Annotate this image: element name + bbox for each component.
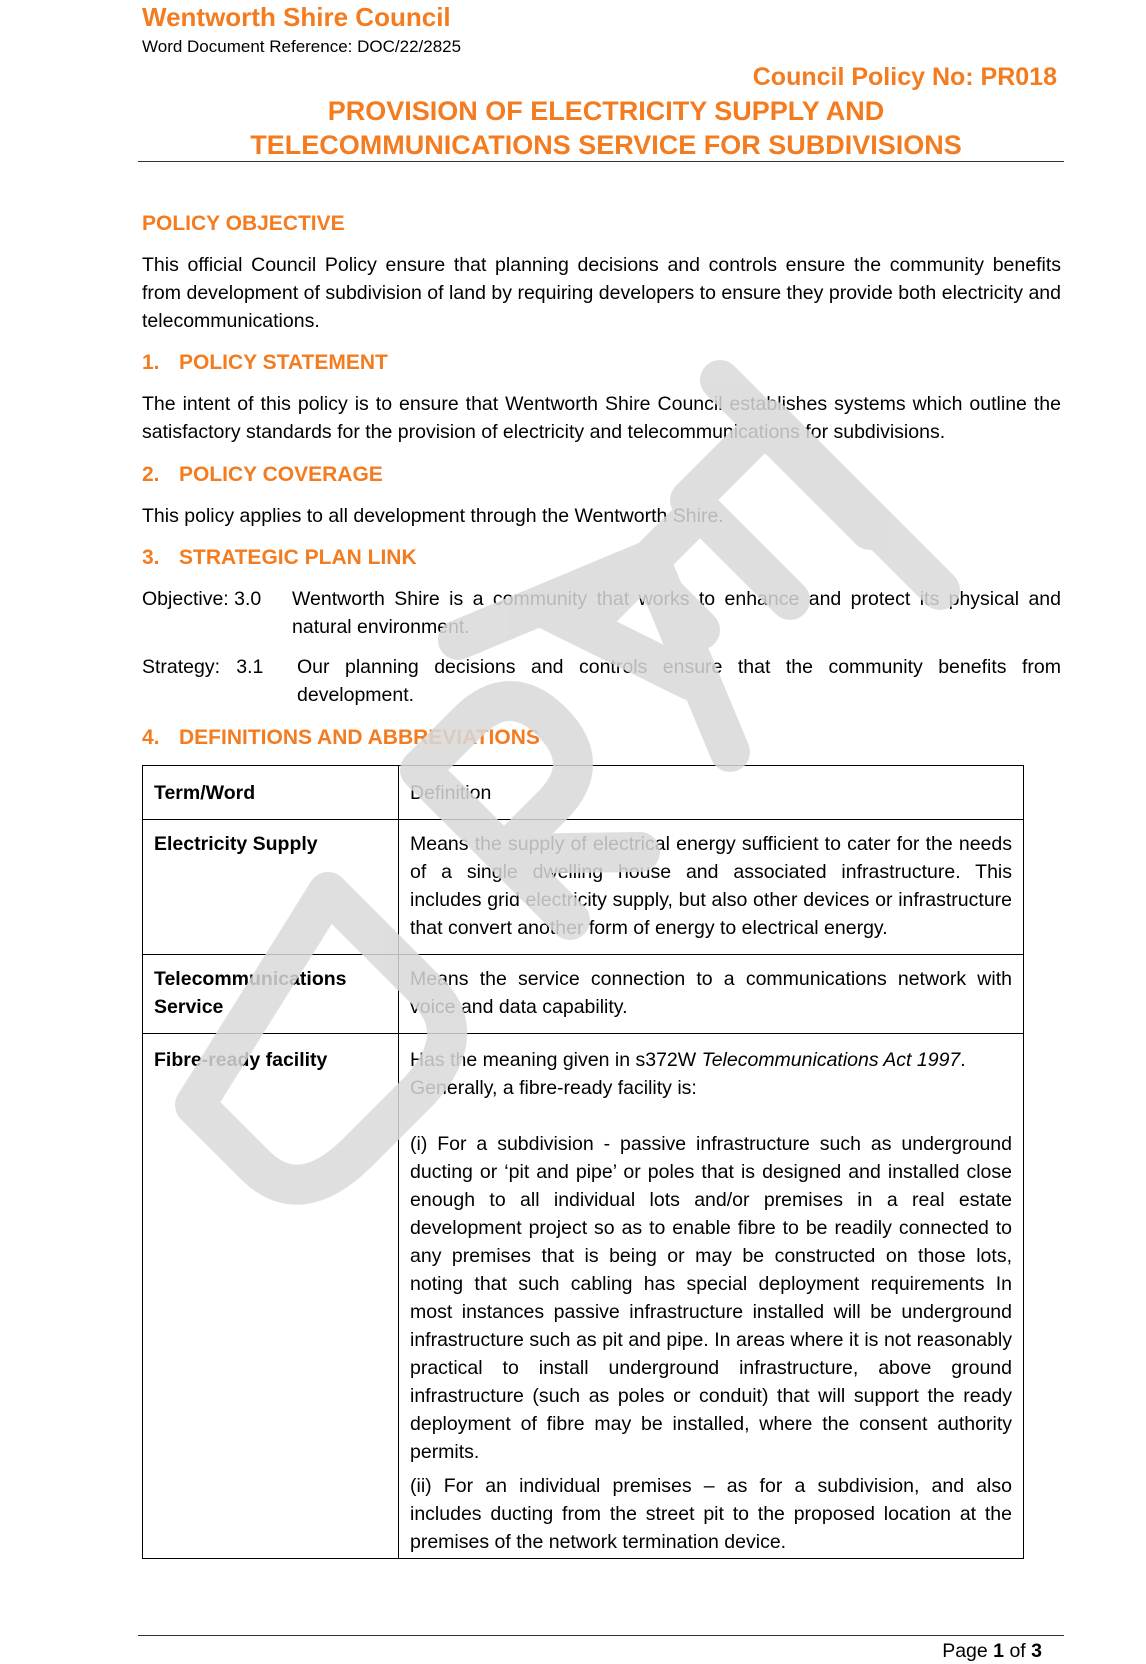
strategy-description: Our planning decisions and controls ensure that the community benefits from development. <box>297 656 1061 706</box>
objective-text: This official Council Policy ensure that planning decisions and controls ensure the community benefits from development of subdivision of land by requiring developers to ensure they provide both electricity and telecommunications. <box>142 254 1061 332</box>
section-heading-strategic-plan-link: 3. STRATEGIC PLAN LINK <box>142 546 417 569</box>
definition-clause-i: (i) For a subdivision - passive infrastructure such as underground ducting or ‘pit and pipe’ or poles that is designed and installed close enough to all individual lots and/or premises in a real estate development project so as to enable fibre to be readily connected to any premises that is being or may be constructed on those lots, noting that such cabling has special deployment requirements In most instances passive infrastructure installed will be underground infrastructure such as pit and pipe. In areas where it is not reasonably practical to install underground infrastructure, above ground infrastructure (such as poles or conduit) that will support the ready deployment of fibre may be installed, where the consent authority permits. <box>410 1133 1012 1463</box>
policy-statement-text: The intent of this policy is to ensure that Wentworth Shire Council establishes systems which outline the satisfactory standards for the provision of electricity and telecommunications for subdivisions. <box>142 393 1061 443</box>
organization-name: Wentworth Shire Council <box>142 2 451 32</box>
section-heading-policy-statement: 1. POLICY STATEMENT <box>142 351 388 374</box>
document-title <box>100 94 1112 162</box>
definition-general: Generally, a fibre-ready facility is: <box>410 1077 697 1099</box>
term-cell: Electricity Supply <box>143 820 399 955</box>
term-cell: Telecommunications Service <box>143 955 399 1034</box>
title-line-2: TELECOMMUNICATIONS SERVICE FOR SUBDIVISIONS <box>250 130 962 160</box>
definitions-table <box>142 765 1024 1559</box>
document-reference: Word Document Reference: DOC/22/2825 <box>142 37 462 56</box>
definition-cell: Means the service connection to a communications network with voice and data capability. <box>399 955 1024 1034</box>
section-heading-definitions: 4. DEFINITIONS AND ABBREVIATIONS <box>142 726 540 749</box>
definition-clause-ii: (ii) For an individual premises – as for a subdivision, and also includes ducting from the street pit to the proposed location at the premises of the network termination device. <box>410 1475 1012 1553</box>
objective-heading: POLICY OBJECTIVE <box>142 212 345 235</box>
title-line-1: PROVISION OF ELECTRICITY SUPPLY AND <box>327 96 885 126</box>
table-row <box>143 955 1024 1034</box>
footer-divider <box>138 1635 1064 1636</box>
definition-cell <box>399 1034 1024 1559</box>
page-number: Page 1 of 3 <box>942 1640 1042 1662</box>
definition-cell: Means the supply of electrical energy sufficient to cater for the needs of a single dwelling house and associated infrastructure. This includes grid electricity supply, but also other devices or infrastructure that convert another form of energy to electrical energy. <box>399 820 1024 955</box>
act-title: Telecommunications Act 1997 <box>701 1049 961 1071</box>
objective-label: Objective: 3.0 <box>142 588 262 610</box>
policy-number: Council Policy No: PR018 <box>752 63 1057 91</box>
table-row <box>143 1034 1024 1559</box>
term-cell: Fibre-ready facility <box>143 1034 399 1559</box>
objective-description: Wentworth Shire is a community that works to enhance and protect its physical and natural environment. <box>292 588 1061 638</box>
definition-intro: Has the meaning given in s372W Telecommunications Act 1997. <box>410 1049 966 1071</box>
title-divider <box>138 161 1064 162</box>
header-term: Term/Word <box>143 766 399 820</box>
table-header-row <box>143 766 1024 820</box>
table-row <box>143 820 1024 955</box>
header-definition: Definition <box>399 766 1024 820</box>
section-heading-policy-coverage: 2. POLICY COVERAGE <box>142 463 383 486</box>
strategy-label: Strategy: 3.1 <box>142 656 264 678</box>
policy-coverage-text: This policy applies to all development through the Wentworth Shire. <box>142 505 724 527</box>
